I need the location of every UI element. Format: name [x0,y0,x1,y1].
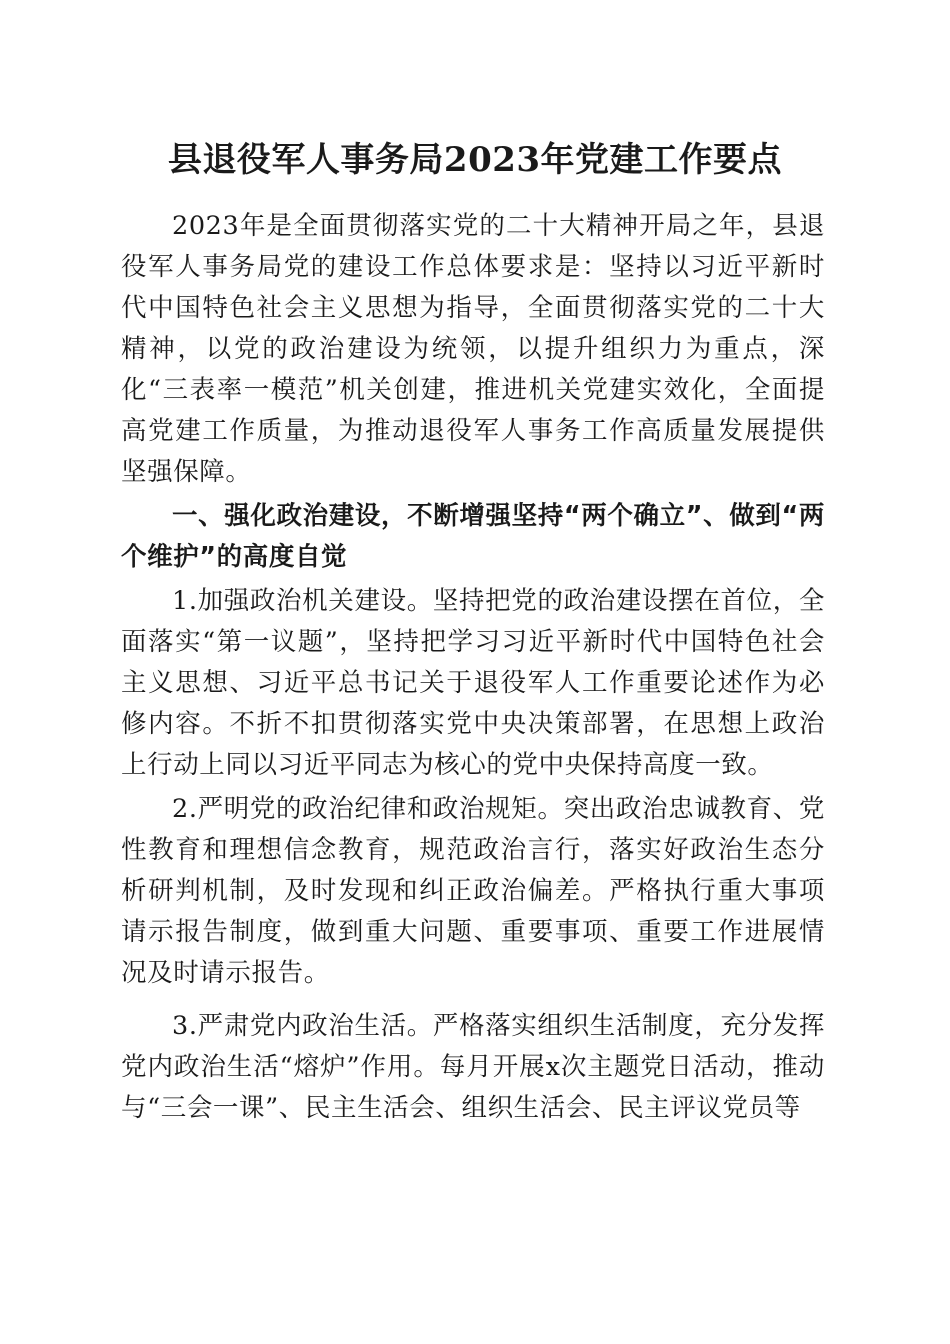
section-heading-1: 一、强化政治建设，不断增强坚持“两个确立”、做到“两个维护”的高度自觉 [121,501,825,572]
document-title: 县退役军人事务局2023年党建工作要点 [167,140,783,180]
intro-paragraph: 2023年是全面贯彻落实党的二十大精神开局之年，县退役军人事务局党的建设工作总体要求是：坚持以习近平新时代中国特色社会主义思想为指导，全面贯彻落实党的二十大精神，以党的政治建设为统领，以提升组织力为重点，深化“三表率一模范”机关创建，推进机关党建实效化，全面提高党建工作质量，为推动退役军人事务工作高质量发展提供坚强保障。 [121,211,825,487]
document-body [121,206,825,1129]
item-paragraph-1: 1.加强政治机关建设。坚持把党的政治建设摆在首位，全面落实“第一议题”，坚持把学习习近平新时代中国特色社会主义思想、习近平总书记关于退役军人工作重要论述作为必修内容。不折不扣贯彻落实党中央决策部署，在思想上政治上行动上同以习近平同志为核心的党中央保持高度一致。 [121,586,825,780]
item-paragraph-2: 2.严明党的政治纪律和政治规矩。突出政治忠诚教育、党性教育和理想信念教育，规范政治言行，落实好政治生态分析研判机制，及时发现和纠正政治偏差。严格执行重大事项请示报告制度，做到重大问题、重要事项、重要工作进展情况及时请示报告。 [121,794,825,988]
item-paragraph-3: 3.严肃党内政治生活。严格落实组织生活制度，充分发挥党内政治生活“熔炉”作用。每月开展x次主题党日活动，推动与“三会一课”、民主生活会、组织生活会、民主评议党员等 [121,1011,825,1123]
